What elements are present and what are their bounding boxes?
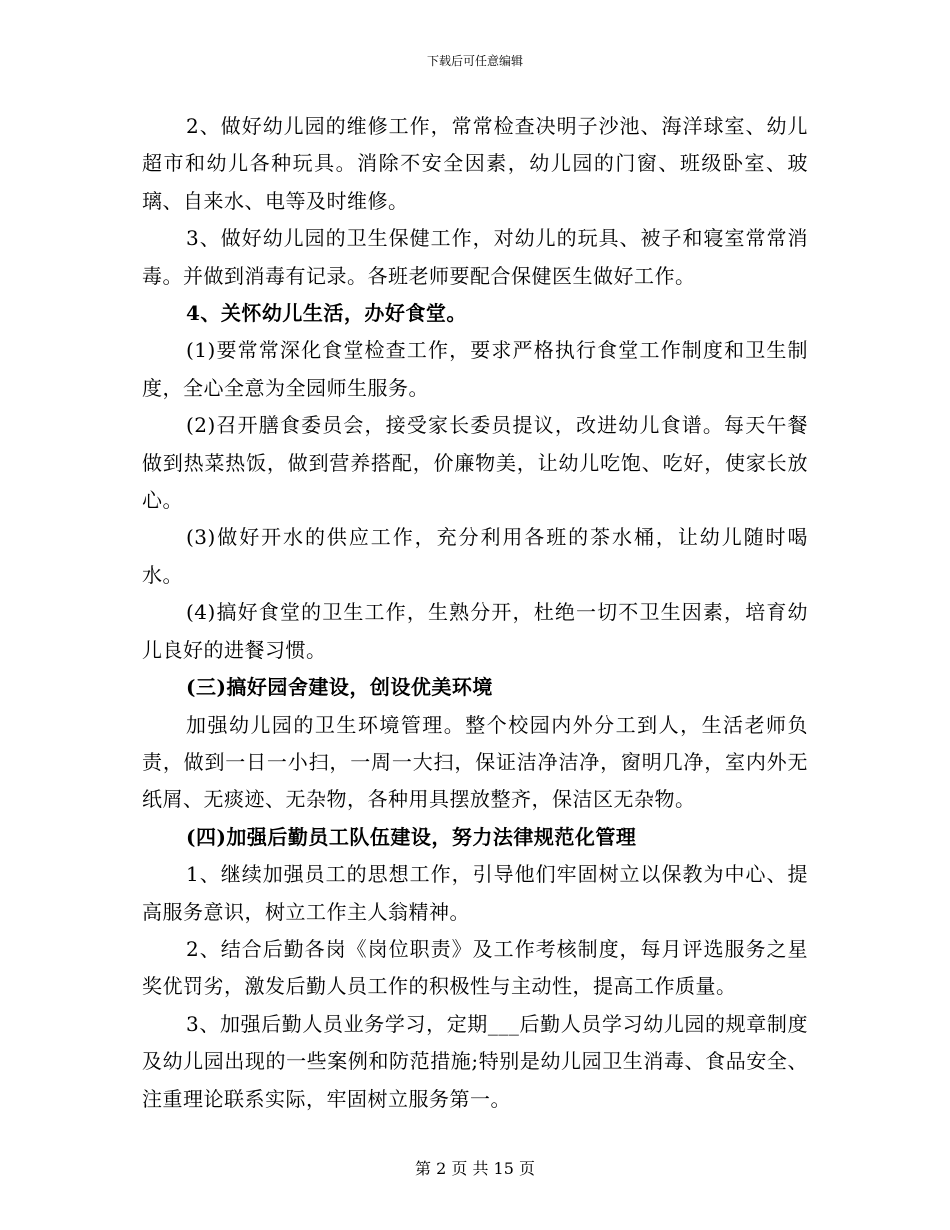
heading-campus-building: (三)搞好园舍建设，创设优美环境	[186, 675, 493, 700]
paragraph-staff-learning: 3、加强后勤人员业务学习，定期___后勤人员学习幼儿园的规章制度及幼儿园出现的一些案例和防范措施;特别是幼儿园卫生消毒、食品安全、注重理论联系实际，牢固树立服务第一。	[142, 1011, 808, 1111]
paragraph-staff-evaluation: 2、结合后勤各岗《岗位职责》及工作考核制度，每月评选服务之星奖优罚劣，激发后勤人员工作的积极性与主动性，提高工作质量。	[142, 936, 808, 999]
paragraph-maintenance: 2、做好幼儿园的维修工作，常常检查决明子沙池、海洋球室、幼儿超市和幼儿各种玩具。消除不安全因素，幼儿园的门窗、班级卧室、玻璃、自来水、电等及时维修。	[142, 114, 808, 213]
heading-staff-team: (四)加强后勤员工队伍建设，努力法律规范化管理	[186, 824, 637, 849]
paragraph-meal-committee: (2)召开膳食委员会，接受家长委员提议，改进幼儿食谱。每天午餐做到热菜热饭，做到营养搭配，价廉物美，让幼儿吃饱、吃好，使家长放心。	[142, 413, 808, 513]
paragraph-canteen-hygiene: (4)搞好食堂的卫生工作，生熟分开，杜绝一切不卫生因素，培育幼儿良好的进餐习惯。	[142, 600, 808, 662]
paragraph-environment: 加强幼儿园的卫生环境管理。整个校园内外分工到人，生活老师负责，做到一日一小扫，一周一大扫，保证洁净洁净，窗明几净，室内外无纸屑、无痰迹、无杂物，各种用具摆放整齐，保洁区无杂物。	[142, 712, 808, 812]
page-footer: 第 2 页 共 15 页	[415, 1159, 535, 1178]
heading-canteen: 4、关怀幼儿生活，办好食堂。	[186, 301, 467, 326]
page-header: 下载后可任意编辑	[426, 54, 523, 68]
paragraph-water-supply: (3)做好开水的供应工作，充分利用各班的茶水桶，让幼儿随时喝水。	[142, 525, 808, 587]
paragraph-canteen-inspection: (1)要常常深化食堂检查工作，要求严格执行食堂工作制度和卫生制度，全心全意为全园师生服务。	[142, 338, 808, 400]
document-body	[142, 108, 808, 1118]
paragraph-staff-thinking: 1、继续加强员工的思想工作，引导他们牢固树立以保教为中心、提高服务意识，树立工作主人翁精神。	[142, 862, 808, 924]
paragraph-health-care: 3、做好幼儿园的卫生保健工作，对幼儿的玩具、被子和寝室常常消毒。并做到消毒有记录。各班老师要配合保健医生做好工作。	[142, 226, 808, 288]
